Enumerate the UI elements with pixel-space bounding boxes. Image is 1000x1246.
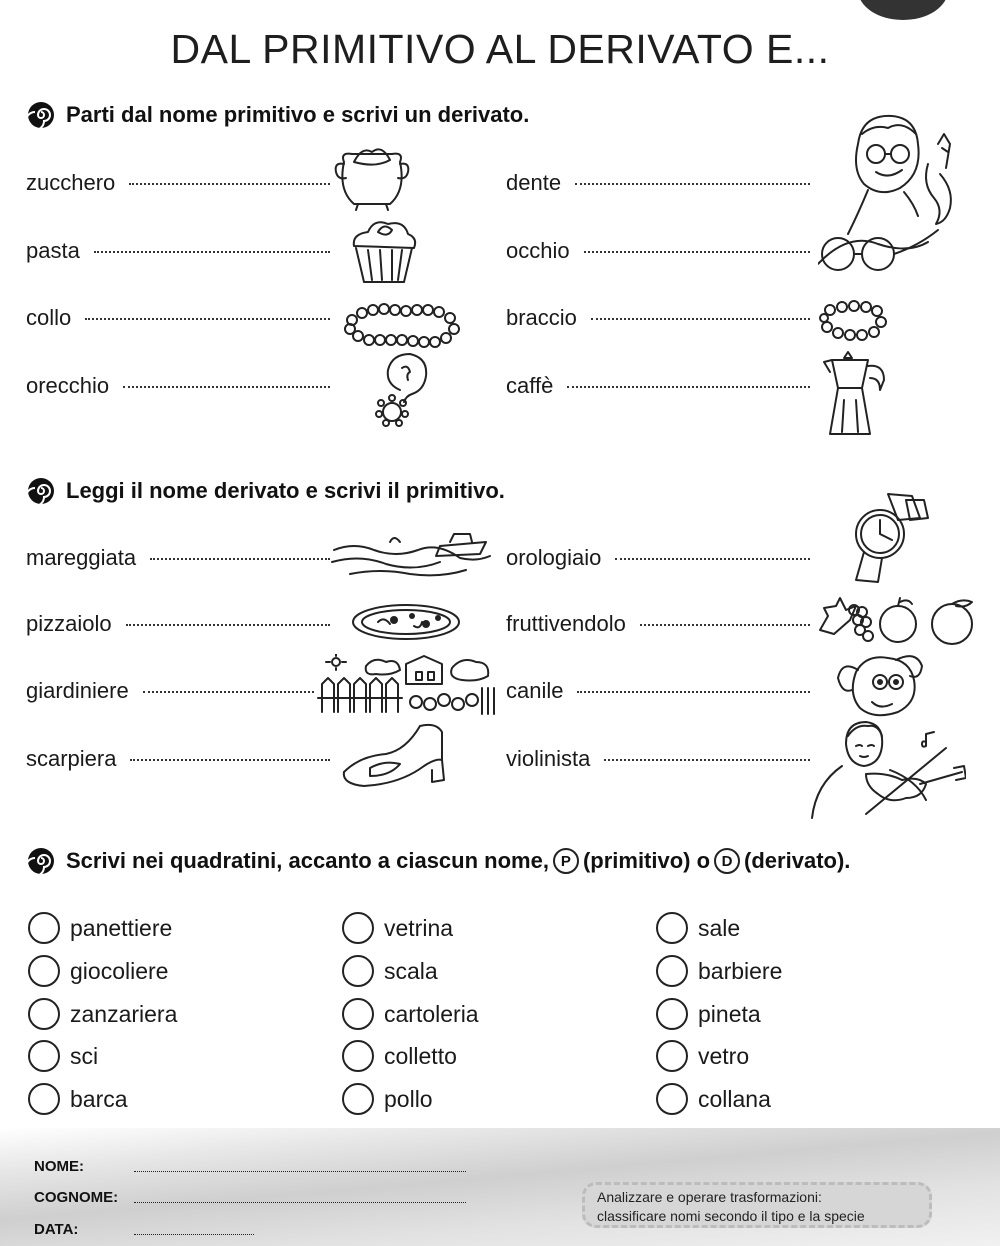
s2-left-row-3: giardiniere (26, 678, 314, 704)
option-item: colletto (342, 1040, 457, 1072)
answer-box[interactable] (656, 1083, 688, 1115)
answer-box[interactable] (342, 955, 374, 987)
option-item: giocoliere (28, 955, 168, 987)
answer-box[interactable] (342, 1040, 374, 1072)
objective-note: Analizzare e operare trasformazioni: classificare nomi secondo il tipo e la specie (582, 1182, 932, 1228)
option-item: cartoleria (342, 998, 479, 1030)
s1-left-row-3: collo (26, 305, 330, 331)
answer-line[interactable] (143, 691, 314, 693)
s1-right-row-3: braccio (506, 305, 810, 331)
page-title: DAL PRIMITIVO AL DERIVATO E... (170, 26, 830, 72)
answer-line[interactable] (591, 318, 810, 320)
answer-line[interactable] (584, 251, 810, 253)
s1-right-row-1: dente (506, 170, 810, 196)
answer-box[interactable] (656, 955, 688, 987)
option-item: vetrina (342, 912, 453, 944)
dentist-icon (818, 104, 978, 274)
option-item: sale (656, 912, 740, 944)
answer-line[interactable] (567, 386, 810, 388)
s1-left-row-1: zucchero (26, 170, 330, 196)
garden-icon (316, 654, 496, 716)
s1-right-row-2: occhio (506, 238, 810, 264)
answer-line[interactable] (129, 183, 330, 185)
wristwatch-icon (848, 490, 932, 586)
s1-left-row-4: orecchio (26, 373, 330, 399)
section3-heading: Scrivi nei quadratini, accanto a ciascun nome, P (primitivo) o D (derivato). (26, 846, 850, 876)
s2-right-row-4: violinista (506, 746, 810, 772)
option-item: panettiere (28, 912, 172, 944)
answer-line[interactable] (130, 759, 330, 761)
spiral-icon (26, 476, 56, 506)
answer-box[interactable] (28, 1083, 60, 1115)
answer-line[interactable] (575, 183, 810, 185)
s2-right-row-3: canile (506, 678, 810, 704)
spiral-icon (26, 846, 56, 876)
option-item: vetro (656, 1040, 749, 1072)
answer-box[interactable] (28, 1040, 60, 1072)
s2-right-row-2: fruttivendolo (506, 611, 810, 637)
s1-left-row-2: pasta (26, 238, 330, 264)
nome-label: NOME: (34, 1158, 84, 1175)
s1-right-row-4: caffè (506, 373, 810, 399)
answer-box[interactable] (342, 1083, 374, 1115)
option-item: scala (342, 955, 438, 987)
answer-box[interactable] (656, 998, 688, 1030)
section2-heading: Leggi il nome derivato e scrivi il primitivo. (26, 476, 505, 506)
answer-line[interactable] (577, 691, 810, 693)
cupcake-icon (348, 216, 420, 286)
s2-left-row-4: scarpiera (26, 746, 330, 772)
bracelet-icon (818, 300, 888, 342)
s2-left-row-2: pizzaiolo (26, 611, 330, 637)
violinist-icon (806, 714, 966, 824)
option-item: barbiere (656, 955, 782, 987)
answer-line[interactable] (94, 251, 330, 253)
cognome-field[interactable] (134, 1202, 466, 1203)
corner-decoration (858, 0, 948, 20)
data-field[interactable] (134, 1234, 254, 1235)
answer-box[interactable] (342, 998, 374, 1030)
answer-line[interactable] (604, 759, 810, 761)
d-letter-badge: D (714, 848, 740, 874)
necklace-icon (342, 300, 462, 352)
option-item: sci (28, 1040, 98, 1072)
answer-box[interactable] (342, 912, 374, 944)
spiral-icon (26, 100, 56, 130)
sea-waves-icon (330, 528, 492, 580)
option-item: collana (656, 1083, 771, 1115)
section1-heading: Parti dal nome primitivo e scrivi un derivato. (26, 100, 529, 130)
dog-icon (836, 650, 924, 720)
answer-box[interactable] (28, 998, 60, 1030)
option-item: barca (28, 1083, 128, 1115)
coffee-pot-icon (822, 350, 888, 436)
answer-box[interactable] (656, 912, 688, 944)
pizza-icon (350, 602, 462, 642)
data-label: DATA: (34, 1221, 79, 1238)
s2-left-row-1: mareggiata (26, 545, 330, 571)
answer-box[interactable] (656, 1040, 688, 1072)
answer-box[interactable] (28, 912, 60, 944)
answer-line[interactable] (640, 624, 810, 626)
answer-line[interactable] (85, 318, 330, 320)
answer-line[interactable] (126, 624, 330, 626)
option-item: pollo (342, 1083, 433, 1115)
p-letter-badge: P (553, 848, 579, 874)
shoe-icon (340, 720, 448, 792)
cognome-label: COGNOME: (34, 1189, 119, 1206)
answer-line[interactable] (615, 558, 810, 560)
s2-right-row-1: orologiaio (506, 545, 810, 571)
nome-field[interactable] (134, 1171, 466, 1172)
earring-icon (372, 350, 434, 428)
answer-box[interactable] (28, 955, 60, 987)
answer-line[interactable] (150, 558, 330, 560)
answer-line[interactable] (123, 386, 330, 388)
sugar-bowl-icon (332, 140, 412, 212)
fruit-icon (816, 596, 978, 646)
option-item: zanzariera (28, 998, 177, 1030)
option-item: pineta (656, 998, 761, 1030)
